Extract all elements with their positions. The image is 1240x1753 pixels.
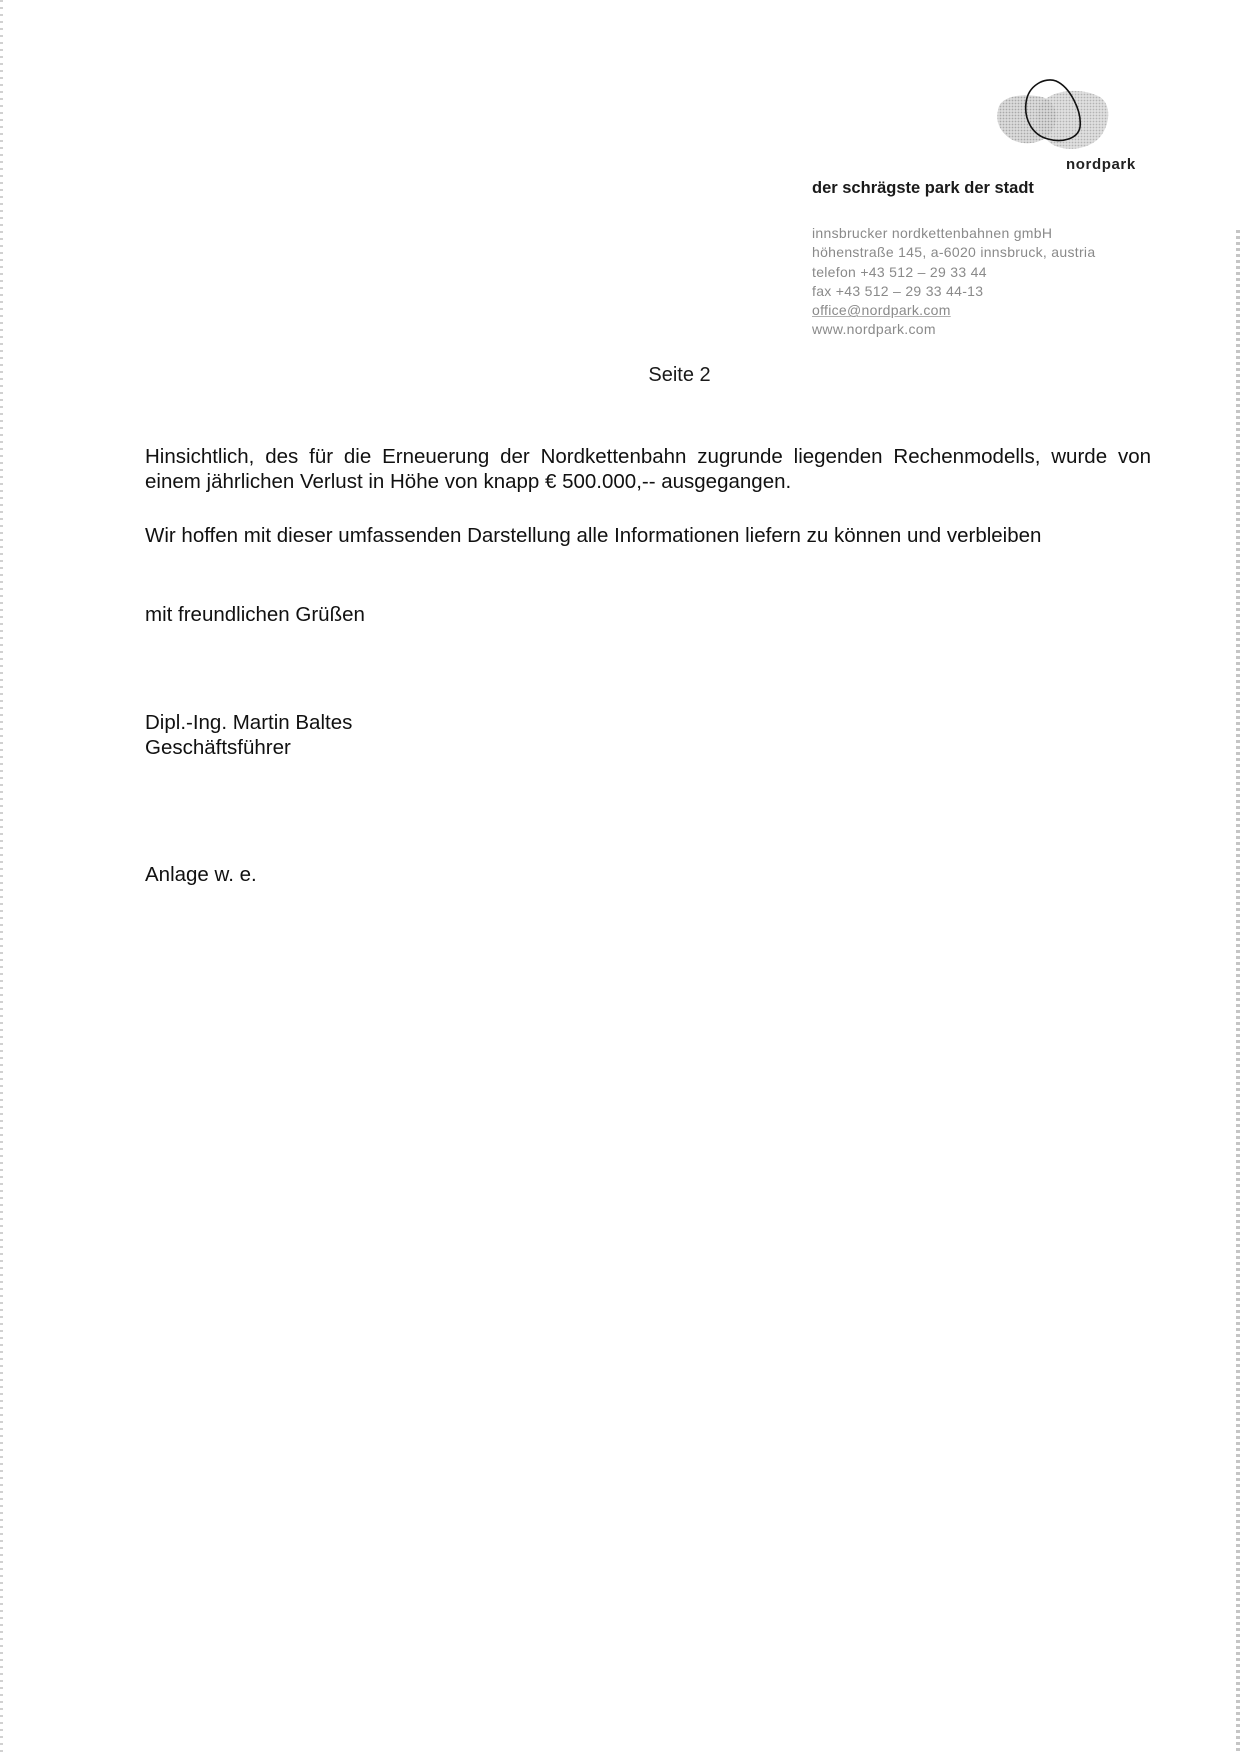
company-slogan: der schrägste park der stadt — [812, 179, 1034, 197]
company-address-block — [812, 224, 1095, 340]
nordpark-logo-icon — [990, 75, 1130, 165]
address-line-street: höhenstraße 145, a-6020 innsbruck, austria — [812, 244, 1096, 261]
scan-edge-left — [0, 0, 3, 1753]
address-line-email[interactable]: office@nordpark.com — [812, 302, 951, 319]
signature-block — [145, 710, 1151, 760]
page-number: Seite 2 — [648, 364, 711, 386]
paragraph-closing-remark: Wir hoffen mit dieser umfassenden Darstellung alle Informationen liefern zu können und verbleiben — [145, 524, 1042, 547]
address-line-company: innsbrucker nordkettenbahnen gmbH — [812, 225, 1053, 241]
attachment-note: Anlage w. e. — [145, 863, 257, 886]
signatory-title: Geschäftsführer — [145, 736, 291, 759]
address-line-fax: fax +43 512 – 29 33 44-13 — [812, 282, 984, 299]
scan-edge-right — [1236, 230, 1240, 1753]
paragraph-loss-estimate: Hinsichtlich, des für die Erneuerung der Nordkettenbahn zugrunde liegenden Rechenmodells, wurde von einem jährlichen Verlust in Höhe von knapp € 500.000,-- ausgegangen. — [145, 445, 1151, 493]
address-line-phone: telefon +43 512 – 29 33 44 — [812, 263, 987, 280]
closing-greeting: mit freundlichen Grüßen — [145, 603, 365, 626]
address-line-website[interactable]: www.nordpark.com — [812, 321, 936, 338]
logo-wordmark: nordpark — [1066, 156, 1136, 173]
signatory-name: Dipl.-Ing. Martin Baltes — [145, 711, 353, 734]
